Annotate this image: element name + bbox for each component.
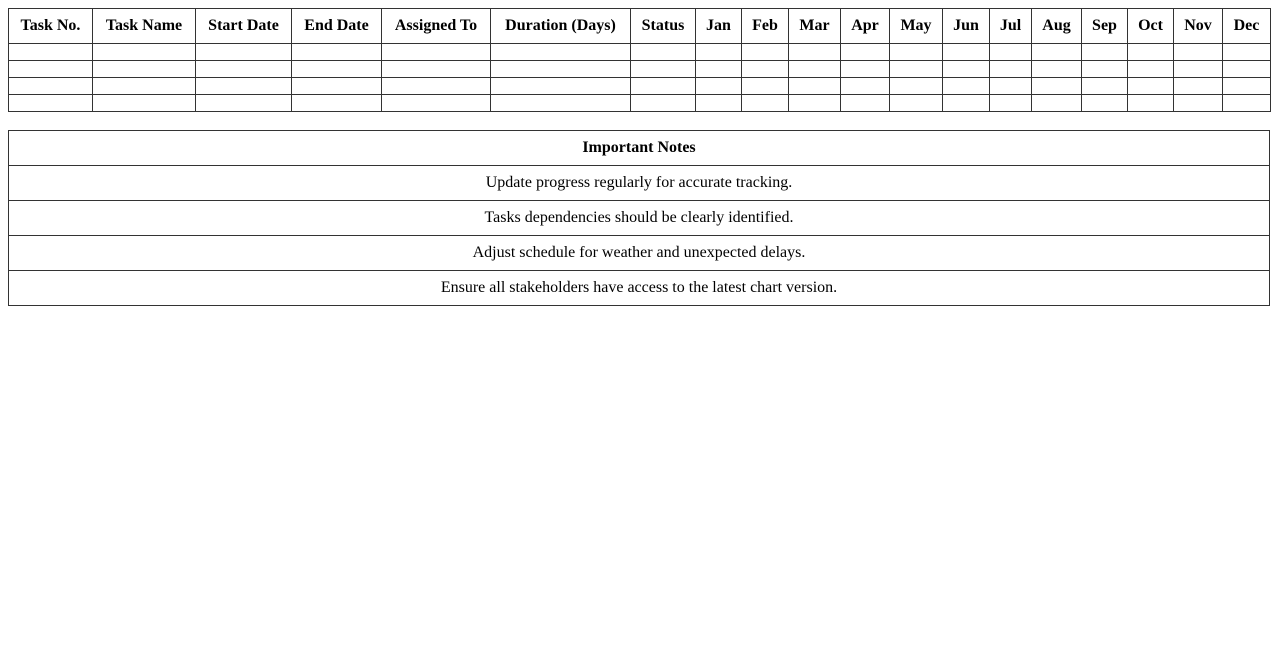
gantt-header-row <box>9 9 1271 44</box>
table-cell[interactable] <box>1032 44 1082 61</box>
table-cell[interactable] <box>789 44 841 61</box>
notes-header-row <box>9 131 1270 166</box>
table-cell[interactable] <box>196 95 292 112</box>
note-row <box>9 166 1270 201</box>
table-cell[interactable] <box>491 44 631 61</box>
header-duration: Duration (Days) <box>491 9 631 44</box>
table-cell[interactable] <box>93 44 196 61</box>
notes-title: Important Notes <box>9 131 1270 166</box>
table-cell[interactable] <box>990 78 1032 95</box>
table-cell[interactable] <box>93 61 196 78</box>
table-cell[interactable] <box>890 95 943 112</box>
table-cell[interactable] <box>382 61 491 78</box>
table-cell[interactable] <box>742 95 789 112</box>
header-month-feb: Feb <box>742 9 789 44</box>
note-item: Tasks dependencies should be clearly identified. <box>9 201 1270 236</box>
table-cell[interactable] <box>696 61 742 78</box>
table-cell[interactable] <box>943 95 990 112</box>
table-cell[interactable] <box>841 95 890 112</box>
table-cell[interactable] <box>196 44 292 61</box>
table-cell[interactable] <box>696 78 742 95</box>
table-cell[interactable] <box>943 78 990 95</box>
table-cell[interactable] <box>491 78 631 95</box>
table-cell[interactable] <box>696 95 742 112</box>
header-month-aug: Aug <box>1032 9 1082 44</box>
table-cell[interactable] <box>841 61 890 78</box>
table-cell[interactable] <box>1082 78 1128 95</box>
important-notes-table <box>8 130 1270 306</box>
table-cell[interactable] <box>990 95 1032 112</box>
table-cell[interactable] <box>1128 78 1174 95</box>
table-row <box>9 61 1271 78</box>
gantt-schedule-table <box>8 8 1271 112</box>
table-cell[interactable] <box>292 61 382 78</box>
table-cell[interactable] <box>990 61 1032 78</box>
table-row <box>9 95 1271 112</box>
table-cell[interactable] <box>1082 44 1128 61</box>
table-cell[interactable] <box>1174 95 1223 112</box>
table-cell[interactable] <box>1128 44 1174 61</box>
table-cell[interactable] <box>1223 78 1271 95</box>
table-cell[interactable] <box>1032 61 1082 78</box>
table-cell[interactable] <box>1032 78 1082 95</box>
table-cell[interactable] <box>491 61 631 78</box>
table-cell[interactable] <box>382 95 491 112</box>
table-cell[interactable] <box>631 44 696 61</box>
table-cell[interactable] <box>631 78 696 95</box>
header-month-mar: Mar <box>789 9 841 44</box>
table-cell[interactable] <box>1174 78 1223 95</box>
table-cell[interactable] <box>742 78 789 95</box>
table-cell[interactable] <box>631 95 696 112</box>
note-item: Update progress regularly for accurate tracking. <box>9 166 1270 201</box>
header-task-no: Task No. <box>9 9 93 44</box>
header-month-apr: Apr <box>841 9 890 44</box>
header-end-date: End Date <box>292 9 382 44</box>
table-cell[interactable] <box>789 78 841 95</box>
note-item: Adjust schedule for weather and unexpected delays. <box>9 236 1270 271</box>
table-cell[interactable] <box>1082 95 1128 112</box>
table-cell[interactable] <box>742 61 789 78</box>
table-cell[interactable] <box>631 61 696 78</box>
table-cell[interactable] <box>196 61 292 78</box>
header-month-jun: Jun <box>943 9 990 44</box>
table-cell[interactable] <box>1082 61 1128 78</box>
table-cell[interactable] <box>990 44 1032 61</box>
table-row <box>9 44 1271 61</box>
header-month-sep: Sep <box>1082 9 1128 44</box>
note-row <box>9 201 1270 236</box>
header-month-may: May <box>890 9 943 44</box>
table-cell[interactable] <box>93 95 196 112</box>
header-month-jul: Jul <box>990 9 1032 44</box>
note-item: Ensure all stakeholders have access to the latest chart version. <box>9 271 1270 306</box>
table-cell[interactable] <box>1128 61 1174 78</box>
note-row <box>9 271 1270 306</box>
table-cell[interactable] <box>943 44 990 61</box>
table-cell[interactable] <box>1174 44 1223 61</box>
note-row <box>9 236 1270 271</box>
header-task-name: Task Name <box>93 9 196 44</box>
table-cell[interactable] <box>890 78 943 95</box>
header-month-dec: Dec <box>1223 9 1271 44</box>
table-cell[interactable] <box>491 95 631 112</box>
table-cell[interactable] <box>93 78 196 95</box>
table-cell[interactable] <box>1128 95 1174 112</box>
table-cell[interactable] <box>292 44 382 61</box>
table-cell[interactable] <box>9 61 93 78</box>
table-cell[interactable] <box>196 78 292 95</box>
table-cell[interactable] <box>292 95 382 112</box>
table-cell[interactable] <box>1032 95 1082 112</box>
header-status: Status <box>631 9 696 44</box>
table-cell[interactable] <box>382 44 491 61</box>
header-month-oct: Oct <box>1128 9 1174 44</box>
table-cell[interactable] <box>890 61 943 78</box>
gantt-body <box>9 44 1271 112</box>
table-cell[interactable] <box>9 95 93 112</box>
table-cell[interactable] <box>1223 95 1271 112</box>
header-month-jan: Jan <box>696 9 742 44</box>
table-cell[interactable] <box>9 44 93 61</box>
table-cell[interactable] <box>382 78 491 95</box>
header-month-nov: Nov <box>1174 9 1223 44</box>
table-cell[interactable] <box>841 78 890 95</box>
table-cell[interactable] <box>292 78 382 95</box>
table-cell[interactable] <box>1223 44 1271 61</box>
header-assigned-to: Assigned To <box>382 9 491 44</box>
table-cell[interactable] <box>789 61 841 78</box>
table-cell[interactable] <box>890 44 943 61</box>
table-row <box>9 78 1271 95</box>
table-cell[interactable] <box>943 61 990 78</box>
table-cell[interactable] <box>696 44 742 61</box>
table-cell[interactable] <box>742 44 789 61</box>
header-start-date: Start Date <box>196 9 292 44</box>
table-cell[interactable] <box>9 78 93 95</box>
table-cell[interactable] <box>841 44 890 61</box>
table-cell[interactable] <box>1174 61 1223 78</box>
table-cell[interactable] <box>1223 61 1271 78</box>
table-cell[interactable] <box>789 95 841 112</box>
